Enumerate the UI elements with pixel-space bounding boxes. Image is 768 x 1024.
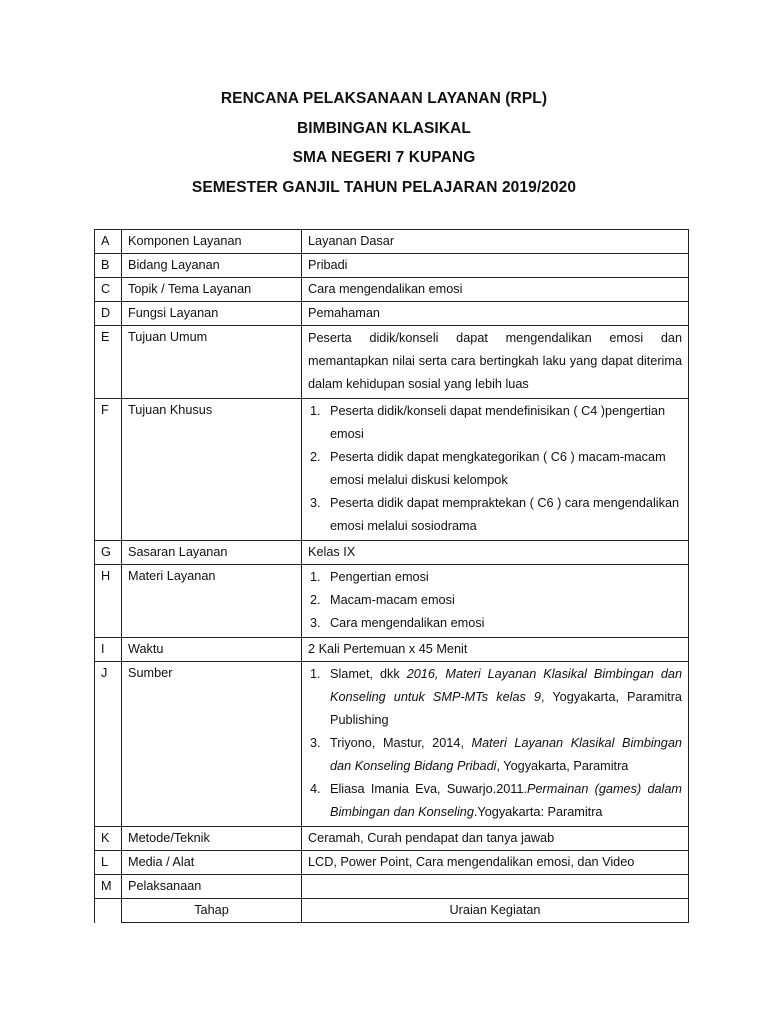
row-code: C [95,278,122,302]
table-row [95,278,689,302]
row-code: D [95,302,122,326]
table-row [95,827,689,851]
row-label: Komponen Layanan [122,230,302,254]
uraian-kegiatan-header: Uraian Kegiatan [302,899,689,923]
row-value: Layanan Dasar [302,230,689,254]
tujuan-umum-text: Peserta didik/konseli dapat mengendalikan emosi dan memantapkan nilai serta cara bertingkah laku yang dapat diterima dalam kehidupan sosial yang lebih luas [308,331,682,391]
row-code: I [95,638,122,662]
row-label: Tujuan Umum [122,326,302,399]
list-item: 1. Pengertian emosi [310,570,429,584]
row-code-empty [95,899,122,923]
table-row [95,565,689,638]
list-item: 3. Cara mengendalikan emosi [310,616,485,630]
row-code: M [95,875,122,899]
row-label: Metode/Teknik [122,827,302,851]
semester-line: SEMESTER GANJIL TAHUN PELAJARAN 2019/2020 [191,178,577,196]
table-row [95,638,689,662]
list-item: 1. Peserta didik/konseli dapat mendefinisikan ( C4 )pengertian emosi [310,404,665,441]
row-value [302,399,689,541]
doc-subtitle: BIMBINGAN KLASIKAL [296,119,471,137]
row-value: Ceramah, Curah pendapat dan tanya jawab [302,827,689,851]
row-value: Pribadi [302,254,689,278]
row-label: Topik / Tema Layanan [122,278,302,302]
row-value: Kelas IX [302,541,689,565]
row-value: Cara mengendalikan emosi [302,278,689,302]
list-item: 1. Slamet, dkk 2016, Materi Layanan Klasikal Bimbingan dan Konseling untuk SMP-MTs kelas 9, Yogyakarta, Paramitra Publishing [310,667,682,727]
row-value [302,326,689,399]
row-label: Pelaksanaan [122,875,302,899]
row-label: Sumber [122,662,302,827]
document-header [0,84,768,202]
table-row-subheader [95,899,689,923]
row-value [302,662,689,827]
materi-list [308,566,682,635]
row-label: Sasaran Layanan [122,541,302,565]
row-code: L [95,851,122,875]
tahap-header: Tahap [122,899,302,923]
tujuan-khusus-list [308,400,682,538]
row-code: K [95,827,122,851]
row-value: LCD, Power Point, Cara mengendalikan emosi, dan Video [302,851,689,875]
row-label: Waktu [122,638,302,662]
list-item: 3. Peserta didik dapat mempraktekan ( C6 ) cara mengendalikan emosi melalui sosiodrama [310,496,680,533]
row-value: Pemahaman [302,302,689,326]
table-row [95,851,689,875]
school-name: SMA NEGERI 7 KUPANG [292,149,476,166]
row-code: J [95,662,122,827]
list-item: 4. Eliasa Imania Eva, Suwarjo.2011.Permainan (games) dalam Bimbingan dan Konseling.Yogyakarta: Paramitra [310,782,682,819]
row-value [302,565,689,638]
rpl-table [94,229,689,923]
list-item: 2. Peserta didik dapat mengkategorikan ( C6 ) macam-macam emosi melalui diskusi kelompok [310,450,666,487]
list-item: 3. Triyono, Mastur, 2014, Materi Layanan Klasikal Bimbingan dan Konseling Bidang Pribadi, Yogyakarta, Paramitra [310,736,682,773]
row-code: G [95,541,122,565]
row-label: Tujuan Khusus [122,399,302,541]
table-row [95,399,689,541]
row-code: H [95,565,122,638]
row-label: Fungsi Layanan [122,302,302,326]
table-row [95,302,689,326]
doc-title: RENCANA PELAKSANAAN LAYANAN (RPL) [220,90,548,107]
row-value [302,875,689,899]
list-item: 2. Macam-macam emosi [310,593,455,607]
row-label: Bidang Layanan [122,254,302,278]
row-label: Media / Alat [122,851,302,875]
table-row [95,254,689,278]
row-code: A [95,230,122,254]
row-code: B [95,254,122,278]
table-row [95,230,689,254]
table-row [95,326,689,399]
row-value: 2 Kali Pertemuan x 45 Menit [302,638,689,662]
table-row [95,541,689,565]
table-row [95,662,689,827]
row-code: E [95,326,122,399]
sumber-list [308,663,682,824]
row-code: F [95,399,122,541]
row-label: Materi Layanan [122,565,302,638]
table-row [95,875,689,899]
